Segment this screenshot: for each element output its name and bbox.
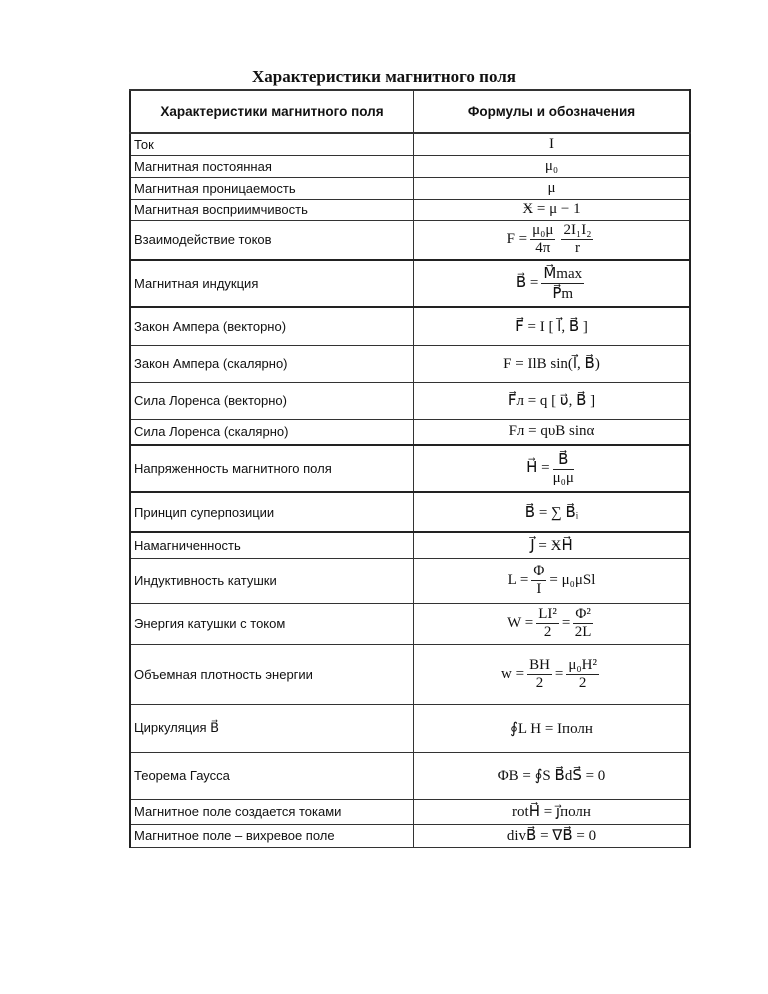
formula-text: divB⃗ = ∇B⃗ = 0 [506, 828, 597, 844]
table-row [130, 492, 690, 532]
formula-text: Ӿ = μ − 1 [522, 201, 581, 217]
formula-text: Fл = qυB sinα [508, 423, 595, 440]
formula [414, 307, 691, 345]
characteristic-name: Магнитное поле – вихревое поле [130, 824, 414, 847]
numerator: μ₀μ [532, 222, 554, 239]
formula [414, 155, 691, 177]
characteristic-name: Сила Лоренса (скалярно) [130, 419, 414, 445]
formula [414, 177, 691, 199]
fraction [530, 222, 555, 257]
characteristic-name: Теорема Гаусса [130, 752, 414, 799]
numerator: 2I₁I₂ [563, 222, 592, 239]
table-row [130, 419, 690, 445]
denominator: 2 [578, 674, 587, 691]
table-row [130, 603, 690, 644]
characteristic-name: Магнитная постоянная [130, 155, 414, 177]
formula-text: B⃗ = ∑ B⃗ᵢ [524, 504, 579, 521]
table-row [130, 155, 690, 177]
denominator: I [536, 581, 542, 597]
formula [414, 445, 691, 492]
table-row [130, 445, 690, 492]
denominator: P⃗m [552, 286, 574, 302]
formula-rhs: = μ₀μSl [549, 571, 596, 588]
fraction [541, 264, 584, 303]
table-row [130, 558, 690, 603]
formula [414, 532, 691, 558]
numerator: LI² [538, 606, 557, 622]
table-row [130, 220, 690, 260]
formula-text: ΦB = ∮S B⃗dS⃗ = 0 [497, 768, 606, 784]
formula-lhs: H⃗ = [526, 459, 550, 476]
equals: = [561, 614, 571, 631]
characteristic-name: Циркуляция B⃗ [130, 704, 414, 752]
formula [414, 558, 691, 603]
document-title: Характеристики магнитного поля [252, 67, 516, 86]
table-row [130, 260, 690, 307]
formula [414, 644, 691, 704]
characteristic-name: Индуктивность катушки [130, 558, 414, 603]
table-row [130, 532, 690, 558]
table-row [130, 177, 690, 199]
table-row [130, 307, 690, 345]
formula [414, 133, 691, 155]
header-characteristic: Характеристики магнитного поля [130, 90, 414, 133]
properties-table [129, 89, 691, 848]
characteristic-name: Магнитная проницаемость [130, 177, 414, 199]
formula [414, 824, 691, 847]
numerator: Φ [533, 563, 545, 579]
table-row [130, 704, 690, 752]
denominator: 2 [535, 674, 544, 691]
table-row [130, 199, 690, 220]
formula-text: F⃗ = I [ l⃗, B⃗ ] [515, 318, 588, 335]
fraction [566, 657, 599, 692]
table-row [130, 133, 690, 155]
formula [414, 382, 691, 419]
formula-text: I [549, 135, 554, 152]
denominator: 2 [543, 624, 552, 640]
formula-text: F⃗л = q [ υ⃗, B⃗ ] [507, 393, 596, 409]
formula [414, 220, 691, 260]
table-row [130, 752, 690, 799]
formula-text: F = IlB sin(l⃗, B⃗) [503, 356, 600, 372]
formula-lhs: L = [507, 571, 529, 588]
formula [414, 260, 691, 307]
fraction [536, 606, 559, 641]
formula-lhs: F = [506, 231, 528, 248]
characteristic-name: Энергия катушки с током [130, 603, 414, 644]
fraction [553, 450, 574, 487]
characteristic-name: Закон Ампера (скалярно) [130, 345, 414, 382]
characteristic-name: Принцип суперпозиции [130, 492, 414, 532]
fraction [561, 222, 593, 257]
formula [414, 799, 691, 824]
formula [414, 492, 691, 532]
formula [414, 345, 691, 382]
characteristic-name: Магнитная восприимчивость [130, 199, 414, 220]
formula-text: ∮L H = Iполн [510, 720, 593, 737]
characteristic-name: Напряженность магнитного поля [130, 445, 414, 492]
formula [414, 704, 691, 752]
characteristic-name: Магнитная индукция [130, 260, 414, 307]
formula [414, 199, 691, 220]
characteristic-name: Закон Ампера (векторно) [130, 307, 414, 345]
table-header [130, 90, 690, 133]
denominator: r [574, 240, 580, 257]
characteristic-name: Магнитное поле создается токами [130, 799, 414, 824]
numerator: BH [529, 656, 550, 673]
characteristic-name: Сила Лоренса (векторно) [130, 382, 414, 419]
formula-lhs: W = [507, 614, 534, 631]
characteristic-name: Ток [130, 133, 414, 155]
formula [414, 419, 691, 445]
denominator: 2L [574, 624, 592, 640]
table-row [130, 799, 690, 824]
formula-lhs: w = [501, 665, 525, 682]
formula-text: J⃗ = ӾH⃗ [530, 537, 573, 554]
characteristic-name: Намагниченность [130, 532, 414, 558]
characteristic-name: Взаимодействие токов [130, 220, 414, 260]
fraction [527, 657, 552, 692]
table-row [130, 824, 690, 847]
formula-text: rotH⃗ = j⃗полн [512, 804, 591, 820]
header-formula: Формулы и обозначения [414, 90, 691, 133]
numerator: μ₀H² [568, 656, 597, 673]
formula-text: μ [547, 179, 556, 196]
formula-lhs: B⃗ = [515, 274, 539, 291]
formula [414, 603, 691, 644]
formula-text: μ₀ [544, 157, 559, 174]
denominator: 4π [535, 240, 551, 257]
fraction [573, 606, 592, 641]
formula [414, 752, 691, 799]
table-row [130, 382, 690, 419]
numerator: B⃗ [553, 450, 574, 470]
equals: = [554, 665, 564, 682]
table-row [130, 644, 690, 704]
denominator: μ₀μ [552, 470, 574, 486]
numerator: Φ² [575, 606, 591, 622]
fraction [531, 563, 546, 598]
table-row [130, 345, 690, 382]
numerator: M⃗max [543, 266, 583, 282]
characteristic-name: Объемная плотность энергии [130, 644, 414, 704]
